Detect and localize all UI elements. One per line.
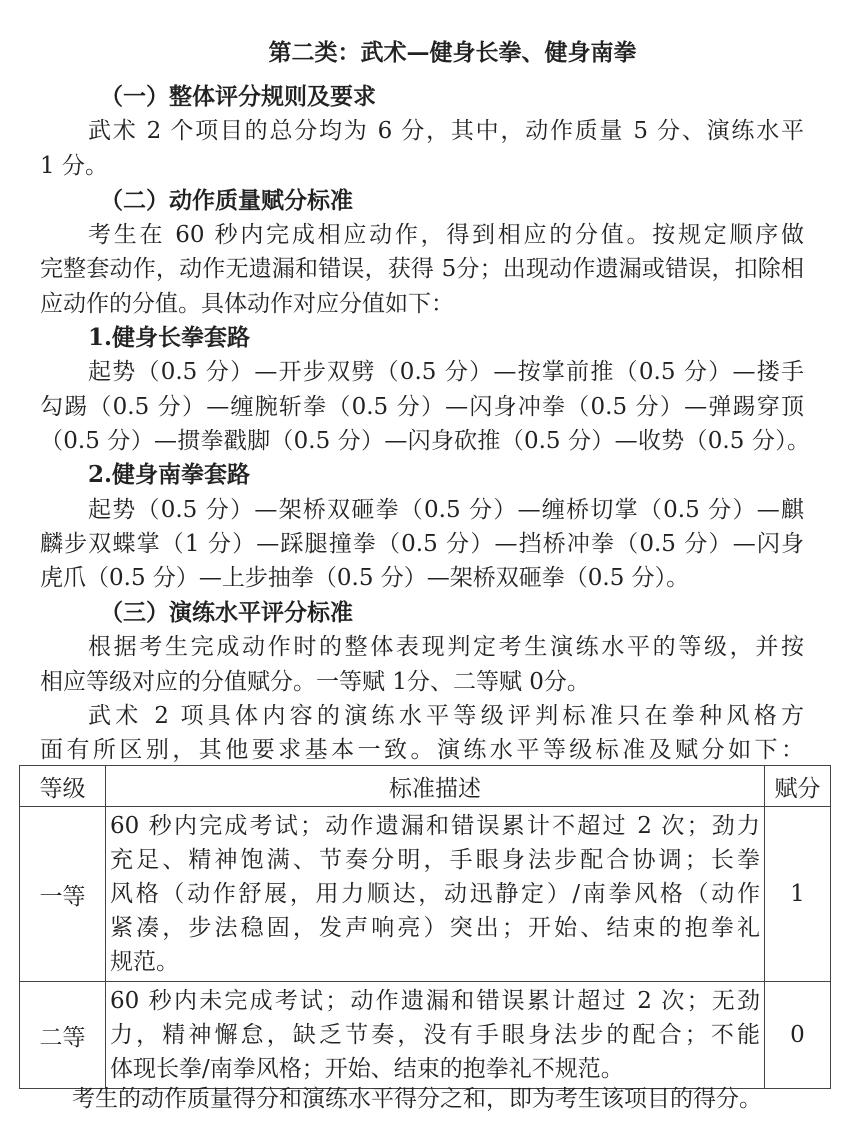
section3-line: 相应等级对应的分值赋分。一等赋 1分、二等赋 0分。 bbox=[40, 669, 590, 695]
routine2-line: 麟步双蝶掌（1 分）—踩腿撞拳（0.5 分）—挡桥冲拳（0.5 分）—闪身 bbox=[40, 531, 804, 557]
header-description: 标准描述 bbox=[106, 766, 765, 807]
section2-line: 应动作的分值。具体动作对应分值如下： bbox=[40, 291, 454, 317]
routine1-heading: 1.健身长拳套路 bbox=[88, 324, 251, 351]
description-line: 力，精神懈怠，缺乏节奏，没有手眼身法步的配合；不能 bbox=[110, 1022, 760, 1048]
section3-line: 面有所区别，其他要求基本一致。演练水平等级标准及赋分如下： bbox=[40, 737, 804, 763]
header-score: 赋分 bbox=[765, 766, 831, 807]
row-score: 1 bbox=[765, 807, 831, 982]
description-line: 紧凑，步法稳固，发声响亮）突出；开始、结束的抱拳礼 bbox=[110, 915, 760, 941]
row-description bbox=[106, 982, 765, 1089]
description-line: 60 秒内完成考试；动作遗漏和错误累计不超过 2 次；劲力 bbox=[110, 813, 760, 839]
row-level: 二等 bbox=[20, 982, 106, 1089]
routine2-line: 起势（0.5 分）—架桥双砸拳（0.5 分）—缠桥切掌（0.5 分）—麒 bbox=[88, 497, 804, 523]
header-level: 等级 bbox=[20, 766, 106, 807]
section2-heading: （二）动作质量赋分标准 bbox=[100, 187, 353, 214]
row-description bbox=[106, 807, 765, 982]
section1-line: 武术 2 个项目的总分均为 6 分，其中，动作质量 5 分、演练水平 bbox=[88, 118, 804, 144]
routine2-line: 虎爪（0.5 分）—上步抽拳（0.5 分）—架桥双砸拳（0.5 分）。 bbox=[40, 565, 690, 591]
routine1-line: 起势（0.5 分）—开步双劈（0.5 分）—按掌前推（0.5 分）—搂手 bbox=[88, 359, 804, 385]
footer-note: 考生的动作质量得分和演练水平得分之和，即为考生该项目的得分。 bbox=[72, 1086, 762, 1112]
table-row bbox=[20, 807, 831, 982]
description-line: 体现长拳/南拳风格；开始、结束的抱拳礼不规范。 bbox=[110, 1056, 624, 1082]
section2-line: 完整套动作，动作无遗漏和错误，获得 5分；出现动作遗漏或错误，扣除相 bbox=[40, 256, 804, 282]
section1-heading: （一）整体评分规则及要求 bbox=[100, 83, 376, 110]
description-line: 规范。 bbox=[110, 949, 179, 975]
description-line: 充足、精神饱满、节奏分明，手眼身法步配合协调；长拳 bbox=[110, 847, 760, 873]
section3-line: 武术 2 项具体内容的演练水平等级评判标准只在拳种风格方 bbox=[88, 703, 804, 729]
section3-heading: （三）演练水平评分标准 bbox=[100, 599, 353, 626]
routine2-heading: 2.健身南拳套路 bbox=[88, 461, 251, 488]
routine1-line: （0.5 分）—掼拳戳脚（0.5 分）—闪身砍推（0.5 分）—收势（0.5 分）。 bbox=[40, 428, 810, 454]
table-row bbox=[20, 982, 831, 1089]
row-score: 0 bbox=[765, 982, 831, 1089]
page-title: 第二类：武术—健身长拳、健身南拳 bbox=[268, 39, 637, 66]
description-line: 60 秒内未完成考试；动作遗漏和错误累计超过 2 次；无劲 bbox=[110, 988, 760, 1014]
section1-line: 1 分。 bbox=[40, 153, 108, 179]
grading-standard-table bbox=[19, 765, 831, 1089]
row-level: 一等 bbox=[20, 807, 106, 982]
routine1-line: 勾踢（0.5 分）—缠腕斩拳（0.5 分）—闪身冲拳（0.5 分）—弹踢穿顶 bbox=[40, 394, 804, 420]
section3-line: 根据考生完成动作时的整体表现判定考生演练水平的等级，并按 bbox=[88, 634, 804, 660]
section2-line: 考生在 60 秒内完成相应动作，得到相应的分值。按规定顺序做 bbox=[88, 222, 804, 248]
description-line: 风格（动作舒展，用力顺达，动迅静定）/南拳风格（动作 bbox=[110, 881, 760, 907]
table-header-row bbox=[20, 766, 831, 807]
